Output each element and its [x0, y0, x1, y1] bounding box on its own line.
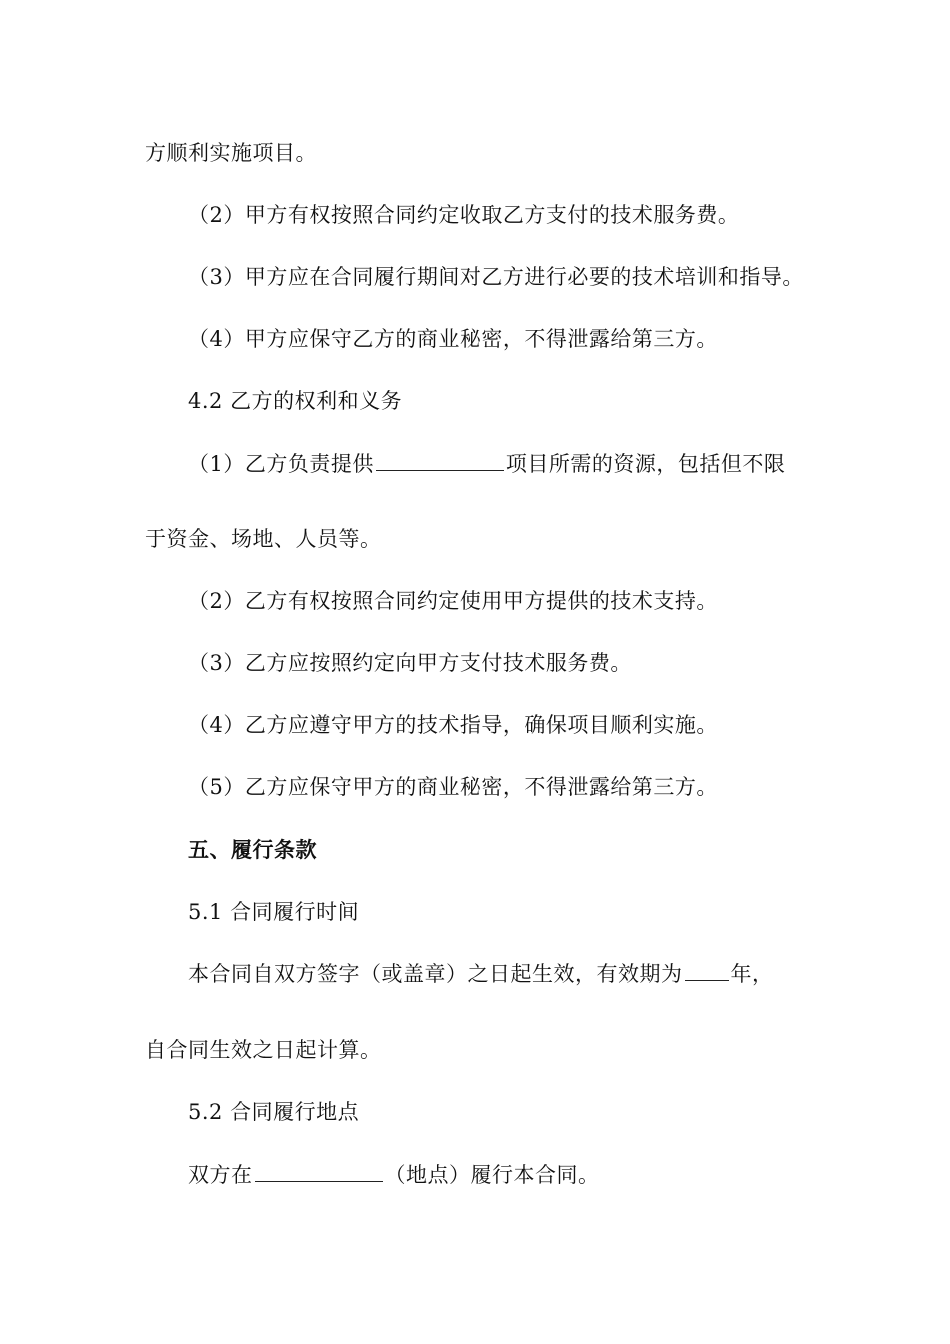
text-segment: 本合同自双方签字（或盖章）之日起生效，有效期为: [188, 962, 683, 986]
text-line: （2）乙方有权按照合同约定使用甲方提供的技术支持。: [188, 589, 718, 613]
text-line: （4）甲方应保守乙方的商业秘密，不得泄露给第三方。: [188, 327, 718, 351]
text-line: [0, 1160, 950, 1190]
section-heading: 4.2 乙方的权利和义务: [188, 389, 403, 413]
text-line: 自合同生效之日起计算。: [145, 1038, 382, 1062]
fill-in-blank: [685, 978, 729, 981]
text-line: （5）乙方应保守甲方的商业秘密，不得泄露给第三方。: [188, 775, 718, 799]
text-segment: （1）乙方负责提供: [188, 452, 374, 476]
fill-in-blank: [255, 1179, 383, 1182]
fill-in-blank: [376, 468, 504, 471]
text-line: [0, 959, 950, 989]
text-line: （3）甲方应在合同履行期间对乙方进行必要的技术培训和指导。: [188, 265, 804, 289]
text-segment: 项目所需的资源，包括但不限: [505, 452, 786, 476]
text-segment: （地点）履行本合同。: [384, 1163, 600, 1187]
text-line: （4）乙方应遵守甲方的技术指导，确保项目顺利实施。: [188, 713, 718, 737]
text-segment: 年，: [730, 962, 774, 986]
text-line: （3）乙方应按照约定向甲方支付技术服务费。: [188, 651, 632, 675]
text-line: [0, 449, 950, 479]
text-line: 于资金、场地、人员等。: [145, 527, 382, 551]
section-heading: 5.1 合同履行时间: [188, 900, 360, 924]
text-line: 方顺利实施项目。: [145, 141, 317, 165]
text-line: （2）甲方有权按照合同约定收取乙方支付的技术服务费。: [188, 203, 740, 227]
chapter-heading: 五、履行条款: [188, 837, 317, 862]
text-segment: 双方在: [188, 1163, 253, 1187]
section-heading: 5.2 合同履行地点: [188, 1100, 360, 1124]
